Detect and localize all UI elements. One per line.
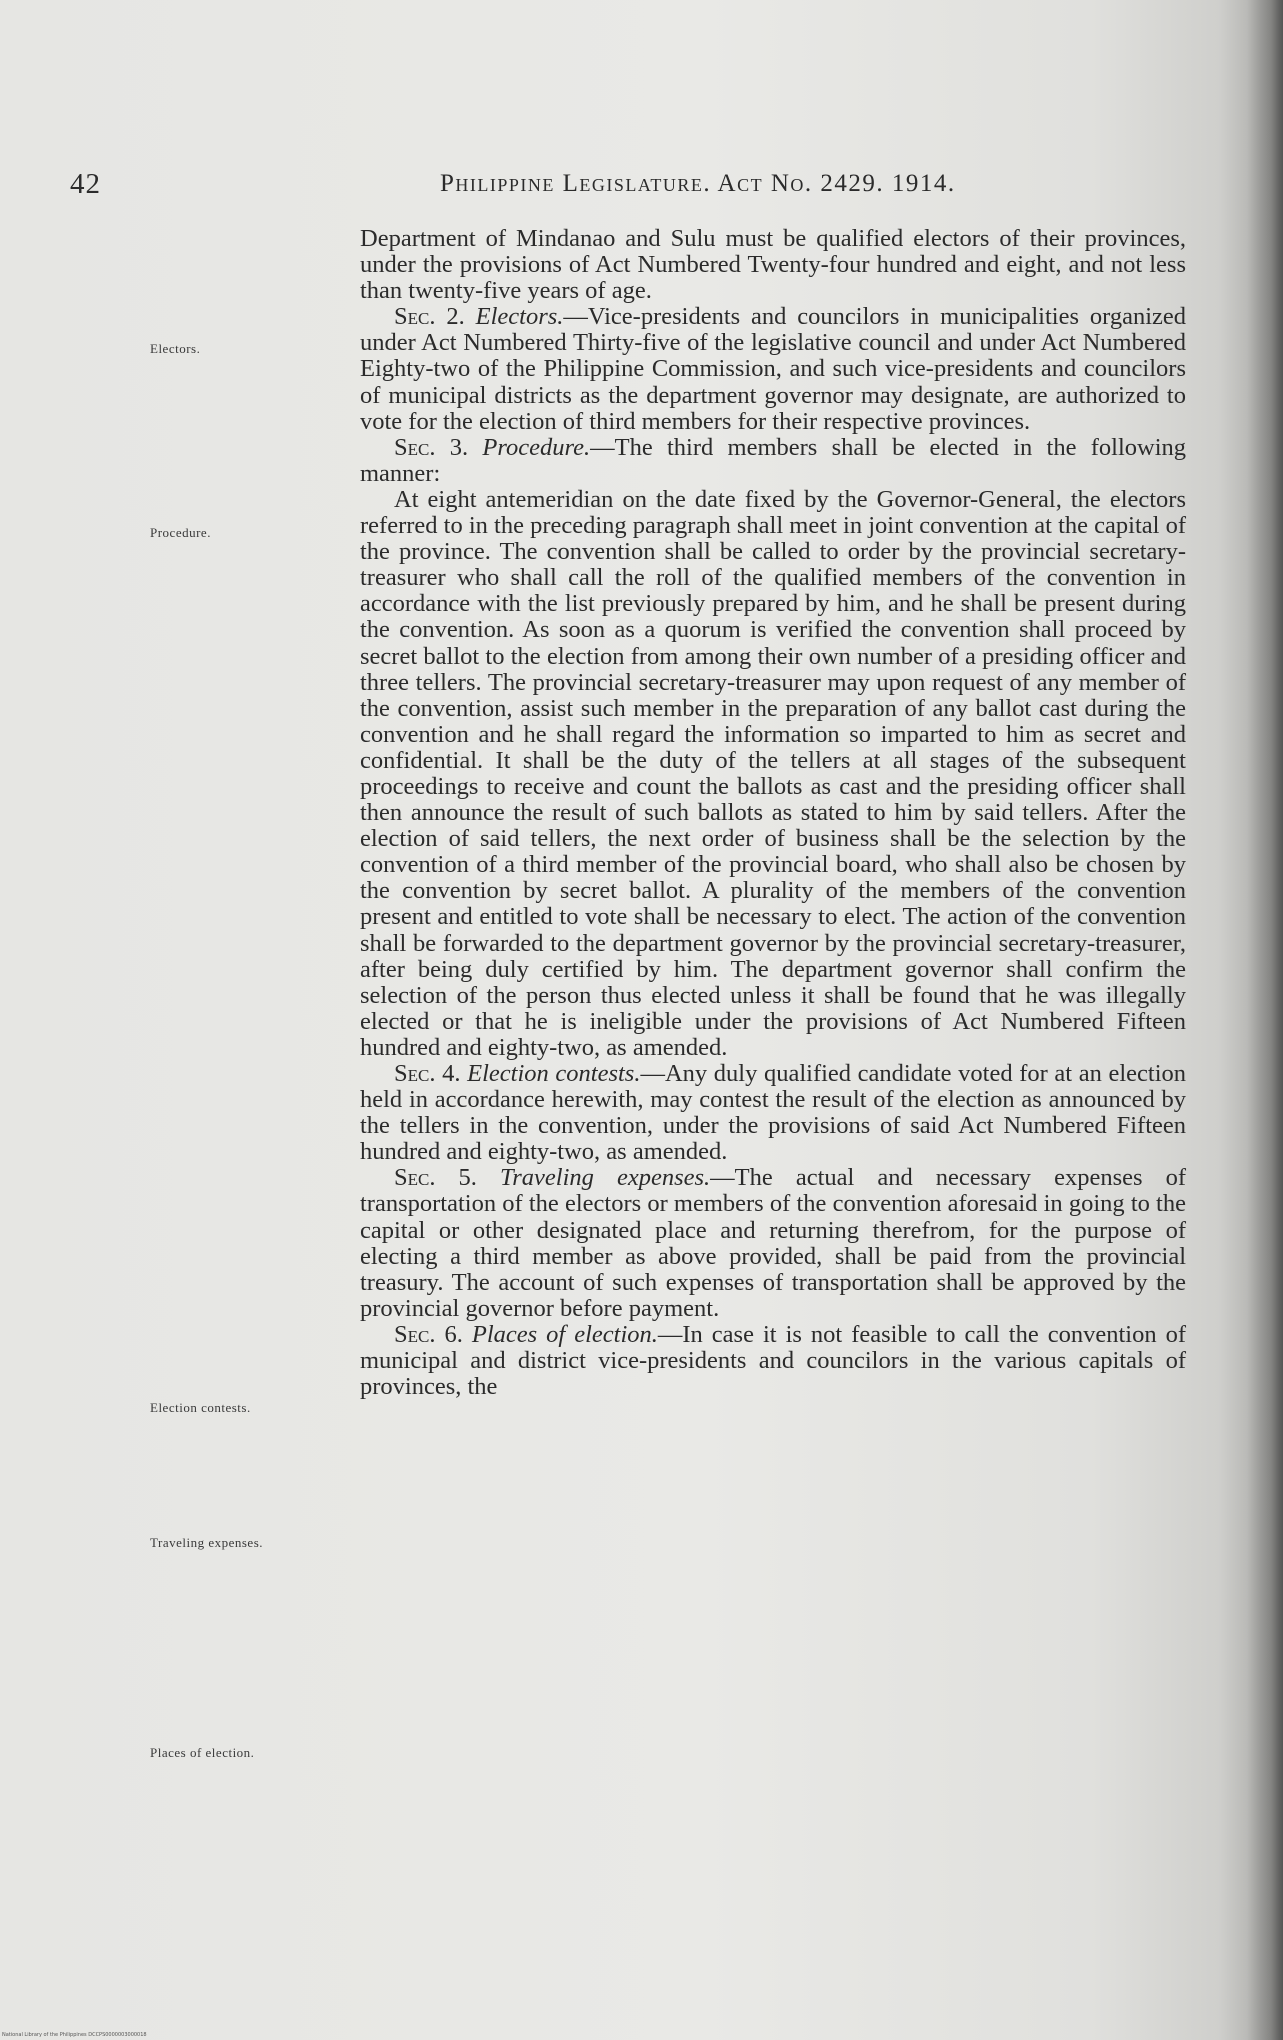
section-6-title: Places of election.: [471, 1320, 658, 1348]
section-2-label: Sec. 2.: [394, 303, 465, 331]
running-head: Philippine Legislature. Act No. 2429. 1914.: [440, 170, 956, 197]
margin-note-election-contests: Election contests.: [150, 1400, 251, 1415]
section-2: [360, 304, 1186, 434]
section-6-text: —In case it is not feasible to call the convention of municipal and district vice-presidents and councilors in the various capitals of provinces, the: [360, 1320, 1186, 1401]
section-4-text: —Any duly qualified candidate voted for at an election held in accordance herewith, may contest the result of the election as announced by the tellers in the convention, under the provisions of said Act Numbered Fifteen hundred and eighty-two, as amended.: [360, 1060, 1187, 1166]
section-2-text: —Vice-presidents and councilors in municipalities organized under Act Numbered Thirty-five of the legislative council and under Act Numbered Eighty-two of the Philippine Commission, and such vice-presidents and councilors of municipal districts as the department governor may designate, are authorized to vote for the election of third members for their respective provinces.: [360, 303, 1187, 435]
section-6-label: Sec. 6.: [394, 1320, 463, 1348]
margin-note-electors: Electors.: [150, 341, 201, 356]
section-5-label: Sec. 5.: [394, 1164, 477, 1192]
scan-credit: National Library of the Philippines DCCPS0000003000018: [2, 2032, 147, 2038]
section-3-paragraph-2: At eight antemeridian on the date fixed by the Governor-General, the electors referred to in the preceding paragraph shall meet in joint convention at the capital of the province. The convention shall be called to order by the provincial secretary-treasurer who shall call the roll of the qualified members of the convention in accordance with the list previously prepared by him, and he shall be present during the convention. As soon as a quorum is verified the convention shall proceed by secret ballot to the election from among their own number of a presiding officer and three tellers. The provincial secretary-treasurer may upon request of any member of the convention, assist such member in the preparation of any ballot cast during the convention and he shall regard the information so imparted to him as secret and confidential. It shall be the duty of the tellers at all stages of the subsequent proceedings to receive and count the ballots as cast and the presiding officer shall then announce the result of such ballots as stated to him by said tellers. After the election of said tellers, the next order of business shall be the selection by the convention of a third member of the provincial board, who shall also be chosen by the convention by secret ballot. A plurality of the members of the convention present and entitled to vote shall be necessary to elect. The action of the convention shall be forwarded to the department governor by the provincial secretary-treasurer, after being duly certified by him. The department governor shall confirm the selection of the person thus elected unless it shall be found that he was illegally elected or that he is ineligible under the provisions of Act Numbered Fifteen hundred and eighty-two, as amended.: [360, 485, 1186, 1061]
page-number: 42: [70, 168, 101, 200]
section-5: [360, 1165, 1186, 1322]
section-5-title: Traveling expenses.: [499, 1164, 711, 1192]
section-5-text: —The actual and necessary expenses of transportation of the electors or members of the convention aforesaid in going to the capital or other designated place and returning therefrom, for the purpose of electing a third member as above provided, shall be paid from the provincial treasury. The account of such expenses of transportation shall be approved by the provincial governor before payment.: [360, 1164, 1187, 1322]
margin-note-places-of-election: Places of election.: [150, 1745, 255, 1760]
section-3: [360, 435, 1186, 487]
body-text: [360, 226, 1186, 1400]
margin-note-traveling-expenses: Traveling expenses.: [150, 1535, 264, 1550]
section-6: [360, 1322, 1186, 1400]
binding-shadow: [1247, 0, 1283, 2040]
section-3-label: Sec. 3.: [394, 433, 469, 461]
section-4-title: Election contests.: [467, 1060, 641, 1087]
margin-note-procedure: Procedure.: [150, 525, 211, 540]
paragraph-continuation: Department of Mindanao and Sulu must be qualified electors of their provinces, under the provisions of Act Numbered Twenty-four hundred and eight, and not less than twenty-five years of age.: [360, 225, 1186, 305]
section-3-title: Procedure.: [482, 433, 591, 461]
section-2-title: Electors.: [475, 303, 564, 331]
section-4-label: Sec. 4.: [394, 1060, 461, 1087]
section-3-text: —The third members shall be elected in the following manner:: [360, 433, 1186, 487]
section-4: [360, 1061, 1186, 1165]
